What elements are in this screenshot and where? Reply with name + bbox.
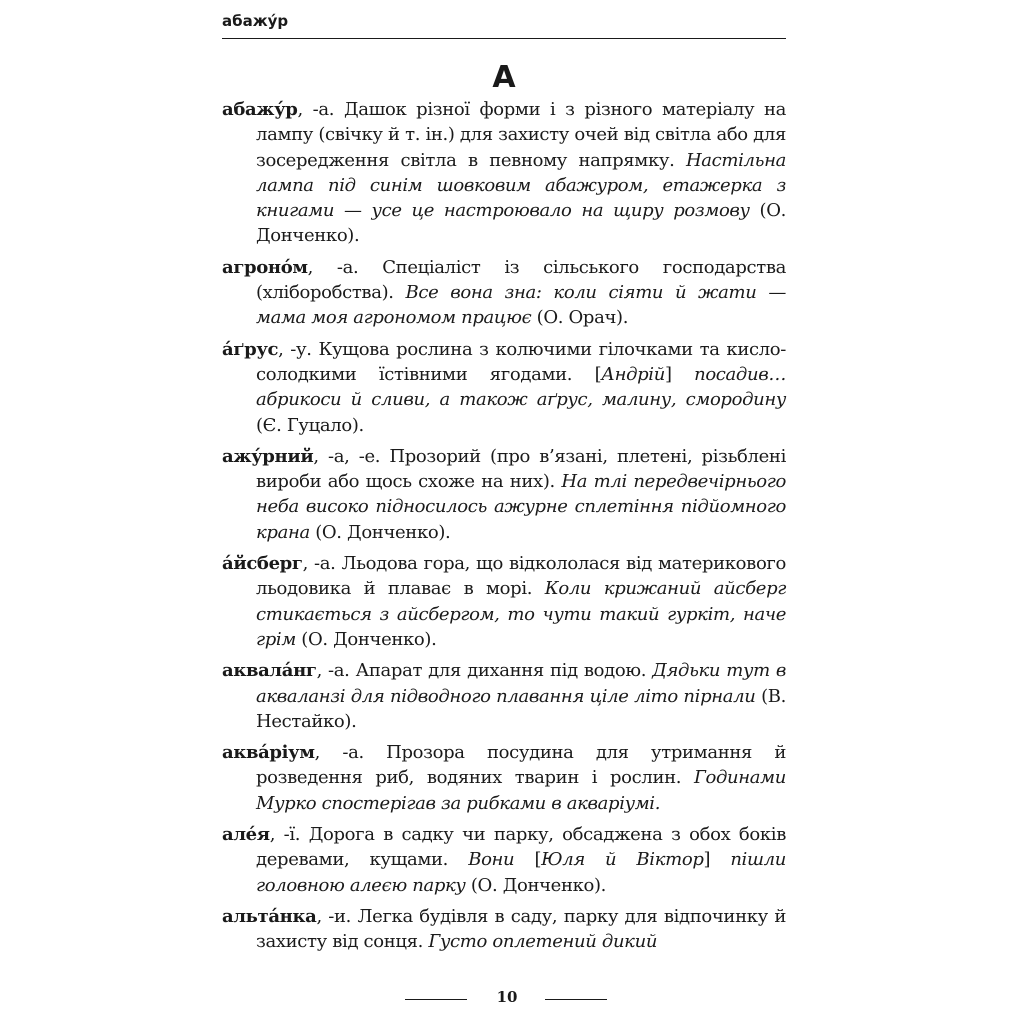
entry-headword: агроно́м bbox=[222, 256, 308, 278]
dictionary-entry bbox=[222, 97, 786, 249]
entry-definition: (О. Орач). bbox=[531, 307, 629, 329]
entry-headword: аква́ріум bbox=[222, 742, 315, 764]
entry-definition: ] bbox=[664, 363, 695, 385]
entry-definition: , -и. Легка будівля в саду, парку для відпочинку й захисту від сонця. bbox=[256, 905, 786, 953]
dictionary-entry bbox=[222, 255, 786, 331]
entry-example: посадив… абрикоси й сливи, а також аґрус, малину, смородину bbox=[256, 363, 786, 411]
dictionary-entry bbox=[222, 658, 786, 734]
entry-example: пішли головною алеєю парку bbox=[256, 849, 787, 896]
entry-example: Густо оплетений дикий bbox=[428, 931, 658, 953]
entry-headword: але́я bbox=[222, 824, 270, 846]
entry-definition: (О. Донченко). bbox=[295, 628, 437, 650]
page-number: 10 bbox=[496, 988, 518, 1006]
entry-definition: , -а. Апарат для дихання під водою. bbox=[316, 660, 653, 682]
footer-rule-right bbox=[545, 999, 607, 1000]
entry-definition: , -а. Спеціаліст із сільського господарства (хліборобства). bbox=[256, 256, 786, 304]
entry-definition: [ bbox=[514, 849, 542, 871]
dictionary-entry bbox=[222, 904, 786, 955]
entry-definition: , -а. Льодова гора, що відкололася від материкового льодовика й плаває в морі. bbox=[256, 553, 786, 600]
entry-definition: , -ї. Дорога в садку чи парку, обсаджена з обох боків деревами, кущами. bbox=[256, 824, 786, 871]
entry-definition: (Є. Гуцало). bbox=[256, 414, 364, 436]
entry-example: Дядьки тут в акваланзі для підводного плавання ціле літо пірнали bbox=[256, 660, 786, 707]
entry-definition: (О. Донченко). bbox=[465, 874, 607, 896]
entry-example: На тлі передвечірнього неба високо підносилось ажурне сплетіння підйомного крана bbox=[256, 471, 787, 543]
entry-definition: ] bbox=[703, 849, 731, 871]
entry-definition: (О. Донченко). bbox=[256, 200, 786, 247]
entry-headword: абажу́р bbox=[222, 99, 298, 120]
entry-example: Юля й Віктор bbox=[541, 849, 704, 871]
entry-example: Андрій bbox=[601, 363, 665, 385]
entry-headword: аквала́нг bbox=[222, 660, 317, 682]
dictionary-entry bbox=[222, 444, 786, 545]
entry-headword: ажу́рний bbox=[222, 445, 314, 467]
dictionary-entries bbox=[222, 97, 786, 961]
footer-rule-left bbox=[405, 999, 467, 1000]
entry-example: Все вона зна: коли сіяти й жати — мама моя агрономом працює bbox=[256, 282, 786, 329]
entry-definition: , -у. Кущова рослина з колючими гілочками та кисло-солодкими їстівними ягодами. [ bbox=[256, 338, 786, 385]
entry-definition: (В. Нестайко). bbox=[256, 685, 786, 732]
entry-example: Настільна лампа під синім шовковим абажуром, етажерка з книгами — усе це настроювало на щиру розмову bbox=[256, 149, 786, 222]
entry-example: Коли крижаний айсберг стикається з айсбергом, то чути такий гуркіт, наче грім bbox=[256, 578, 786, 650]
entry-definition: , -а. Дашок різної форми і з різного матеріалу на лампу (свічку й т. ін.) для захисту очей від світла або для зосередження світла в певному напрямку. bbox=[256, 99, 786, 171]
entry-headword: а́ґрус bbox=[222, 338, 279, 360]
dictionary-entry bbox=[222, 822, 786, 898]
page-footer bbox=[0, 986, 1024, 1010]
entry-definition: , -а. Прозора посудина для утримання й розведення риб, водяних тварин і рослин. bbox=[256, 742, 786, 789]
entry-headword: а́йсберг bbox=[222, 553, 303, 575]
dictionary-entry bbox=[222, 740, 786, 816]
entry-definition: (О. Донченко). bbox=[309, 521, 451, 543]
entry-definition: , -а, -е. Прозорий (про в’язані, плетені, різьблені вироби або щось схоже на них). bbox=[256, 445, 786, 493]
running-head: абажу́р bbox=[222, 12, 289, 30]
entry-example: Вони bbox=[468, 849, 515, 871]
entry-example: Годинами Мурко спостерігав за рибками в акваріумі. bbox=[256, 767, 786, 814]
entry-headword: альта́нка bbox=[222, 905, 317, 927]
dictionary-entry bbox=[222, 551, 786, 652]
dictionary-entry bbox=[222, 337, 786, 438]
section-letter: А bbox=[492, 60, 516, 95]
header-rule bbox=[222, 38, 786, 39]
